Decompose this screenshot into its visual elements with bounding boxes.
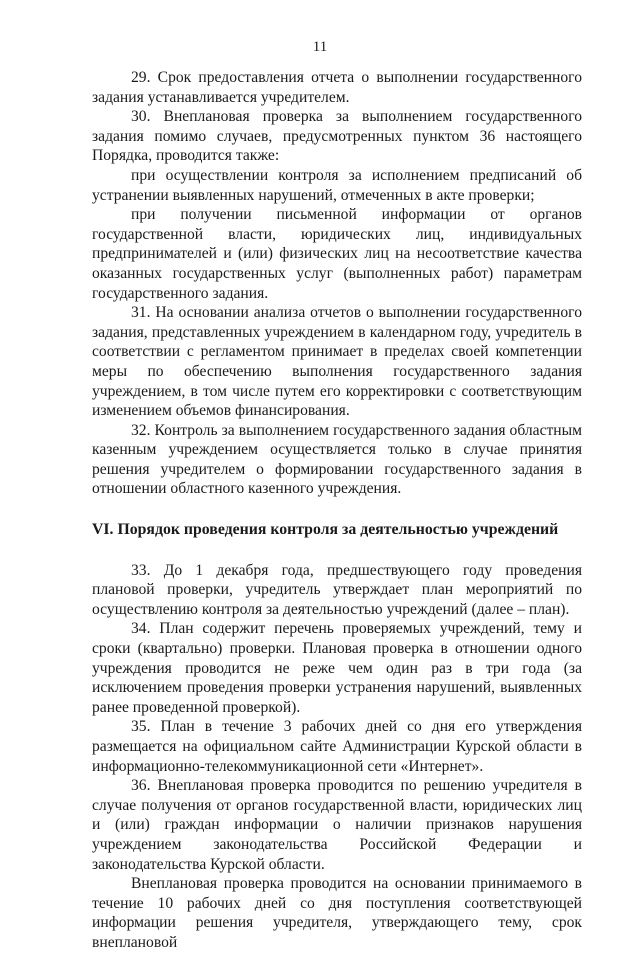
paragraph-36: 36. Внеплановая проверка проводится по решению учредителя в случае получения от органов государственной власти, юридических лиц и (или) граждан информации о наличии признаков нарушения учреждением законодательства Российской Федерации и законодательства Курской области. (92, 777, 582, 873)
paragraph-30-item-1: при осуществлении контроля за исполнением предписаний об устранении выявленных нарушений, отмеченных в акте проверки; (92, 166, 582, 204)
paragraph-30: 30. Внеплановая проверка за выполнением государственного задания помимо случаев, предусмотренных пунктом 36 настоящего Порядка, проводится также: (92, 108, 582, 165)
paragraph-35: 35. План в течение 3 рабочих дней со дня его утверждения размещается на официальном сайте Администрации Курской области в информационно-телекоммуникационной сети «Интернет». (92, 718, 582, 775)
paragraph-30-item-2: при получении письменной информации от органов государственной власти, юридических лиц, индивидуальных предпринимателей и (или) физических лиц на несоответствие качества оказанных государственных услуг (выполненных работ) параметрам государственного задания. (92, 206, 582, 302)
paragraph-33: 33. До 1 декабря года, предшествующего году проведения плановой проверки, учредитель утверждает план мероприятий по осуществлению контроля за деятельностью учреждений (далее – план). (92, 561, 582, 618)
paragraph-31: 31. На основании анализа отчетов о выполнении государственного задания, представленных учреждением в календарном году, учредитель в соответствии с регламентом принимает в пределах своей компетенции меры по обеспечению выполнения государственного задания учреждением, в том числе путем его корректировки с соответствующим изменением объемов финансирования. (92, 304, 582, 420)
document-body (92, 68, 582, 953)
paragraph-36-continued: Внеплановая проверка проводится на основании принимаемого в течение 10 рабочих дней со дня поступления соответствующей информации решения учредителя, утверждающего тему, срок внеплановой (92, 875, 582, 951)
page-number: 11 (312, 39, 328, 55)
paragraph-34: 34. План содержит перечень проверяемых учреждений, тему и сроки (квартально) проверки. Плановая проверка в отношении одного учреждения проводится не реже чем один раз в три года (за исключением проведения проверки устранения нарушений, выявленных ранее проведенной проверкой). (92, 620, 582, 716)
paragraph-32: 32. Контроль за выполнением государственного задания областным казенным учреждением осуществляется только в случае принятия решения учредителем о формировании государственного задания в отношении областного казенного учреждения. (92, 421, 582, 498)
section-heading: VI. Порядок проведения контроля за деятельностью учреждений (92, 521, 559, 539)
paragraph-29: 29. Срок предоставления отчета о выполнении государственного задания устанавливается учредителем. (92, 69, 582, 106)
